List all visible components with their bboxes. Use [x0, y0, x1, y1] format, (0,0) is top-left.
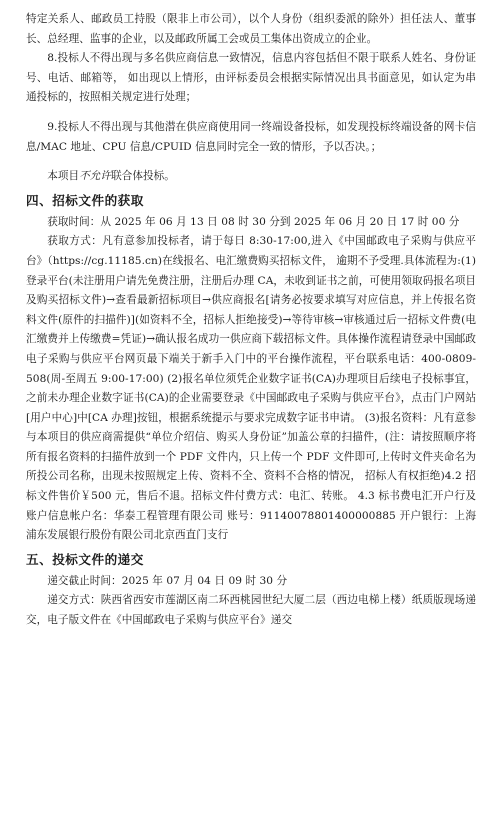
paragraph-related-parties: 特定关系人、邮政员工持股（限非上市公司），以个人身份（组织委派的除外）担任法人、董事长、总经理、监事的企业，以及邮政所属工会或员工集体出资成立的企业。	[26, 13, 476, 45]
paragraph-consortium	[26, 167, 476, 187]
consortium-text-after: 联合体投标。	[111, 170, 175, 183]
section-4-heading: 四、招标文件的获取	[26, 192, 144, 208]
consortium-text-italic: 不允许	[79, 170, 112, 183]
section-4-method: 获取方式：凡有意参加投标者，请于每日 8:30-17:00,进入《中国邮政电子采购与供应平台》（https://cg.11185.cn)在线报名、电汇缴费购买招标文件， 逾期不予受理.具体流程为:(1)登录平台(未注册用户请先免费注册，注册后办理 CA，未收到证书之前，可使用领取码报名项目及购买招标文件)→查看最新招标项目→供应商报名[请务必按要求填写对应信息，并上传报名资料文件(原件的扫描件)](如资料不全，招标人拒绝接受)→等待审核→审核通过后一招标文件费(电汇缴费并上传缴费=凭证)→确认报名成功一供应商下载招标文件。具体操作流程请登录中国邮政电子采购与供应平台网页最下端关于新手入门中的平台操作流程，平台联系电话：400-0809-508(周-至周五 9:00-17:00) (2)报名单位须凭企业数字证书(CA)办理项目后续电子投标事宜，之前未办理企业数字证书(CA)的企业需要登录《中国邮政电子采购与供应平台》，点击门户网站[用户中心]中[CA 办理]按钮，根据系统提示与要求完成数字证书申请。 (3)报名资料：凡有意参与本项目的供应商需提供“单位介绍信、购买人身份证”加盖公章的扫描件，(注：请按照顺序将所有报名资料的扫描件放到一个 PDF 文件内，只上传一个 PDF 文件即可,上传时文件夹命名为所投公司名称，出现未按照规定上传、资料不全、资料不合格的情况， 招标人有权拒绝)4.2 招标文件售价￥500 元，售后不退。招标文件付费方式：电汇、转账。 4.3 标书费电汇开户行及账户信息帐户名：华泰工程管理有限公司 账号：91140078801400000885 开户银行：上海浦东发展银行股份有限公司北京西直门支行	[26, 235, 476, 542]
section-5-heading: 五、投标文件的递交	[26, 551, 144, 567]
paragraph-item-9: 9.投标人不得出现与其他潜在供应商使用同一终端设备投标，如发现投标终端设备的网卡信息/MAC 地址、CPU 信息/CPUID 信息同时完全一致的情形，予以否决。；	[26, 120, 476, 153]
section-4-time: 获取时间：从 2025 年 06 月 13 日 08 时 30 分到 2025 年 06 月 20 日 17 时 00 分	[47, 215, 460, 228]
paragraph-item-8: 8.投标人不得出现与多名供应商信息一致情况，信息内容包括但不限于联系人姓名、身份证号、电话、邮箱等， 如出现以上情形，由评标委员会根据实际情况出具书面意见，如认定为串通投标的，按照相关规定进行处理；	[26, 52, 476, 104]
section-5-method: 递交方式：陕西省西安市莲湖区南二环西桃园世纪大厦二层（西边电梯上楼）纸质版现场递交，电子版文件在《中国邮政电子采购与供应平台》递交	[26, 594, 476, 627]
consortium-text-before: 本项目	[47, 170, 80, 183]
section-5-deadline: 递交截止时间：2025 年 07 月 04 日 09 时 30 分	[47, 574, 288, 587]
